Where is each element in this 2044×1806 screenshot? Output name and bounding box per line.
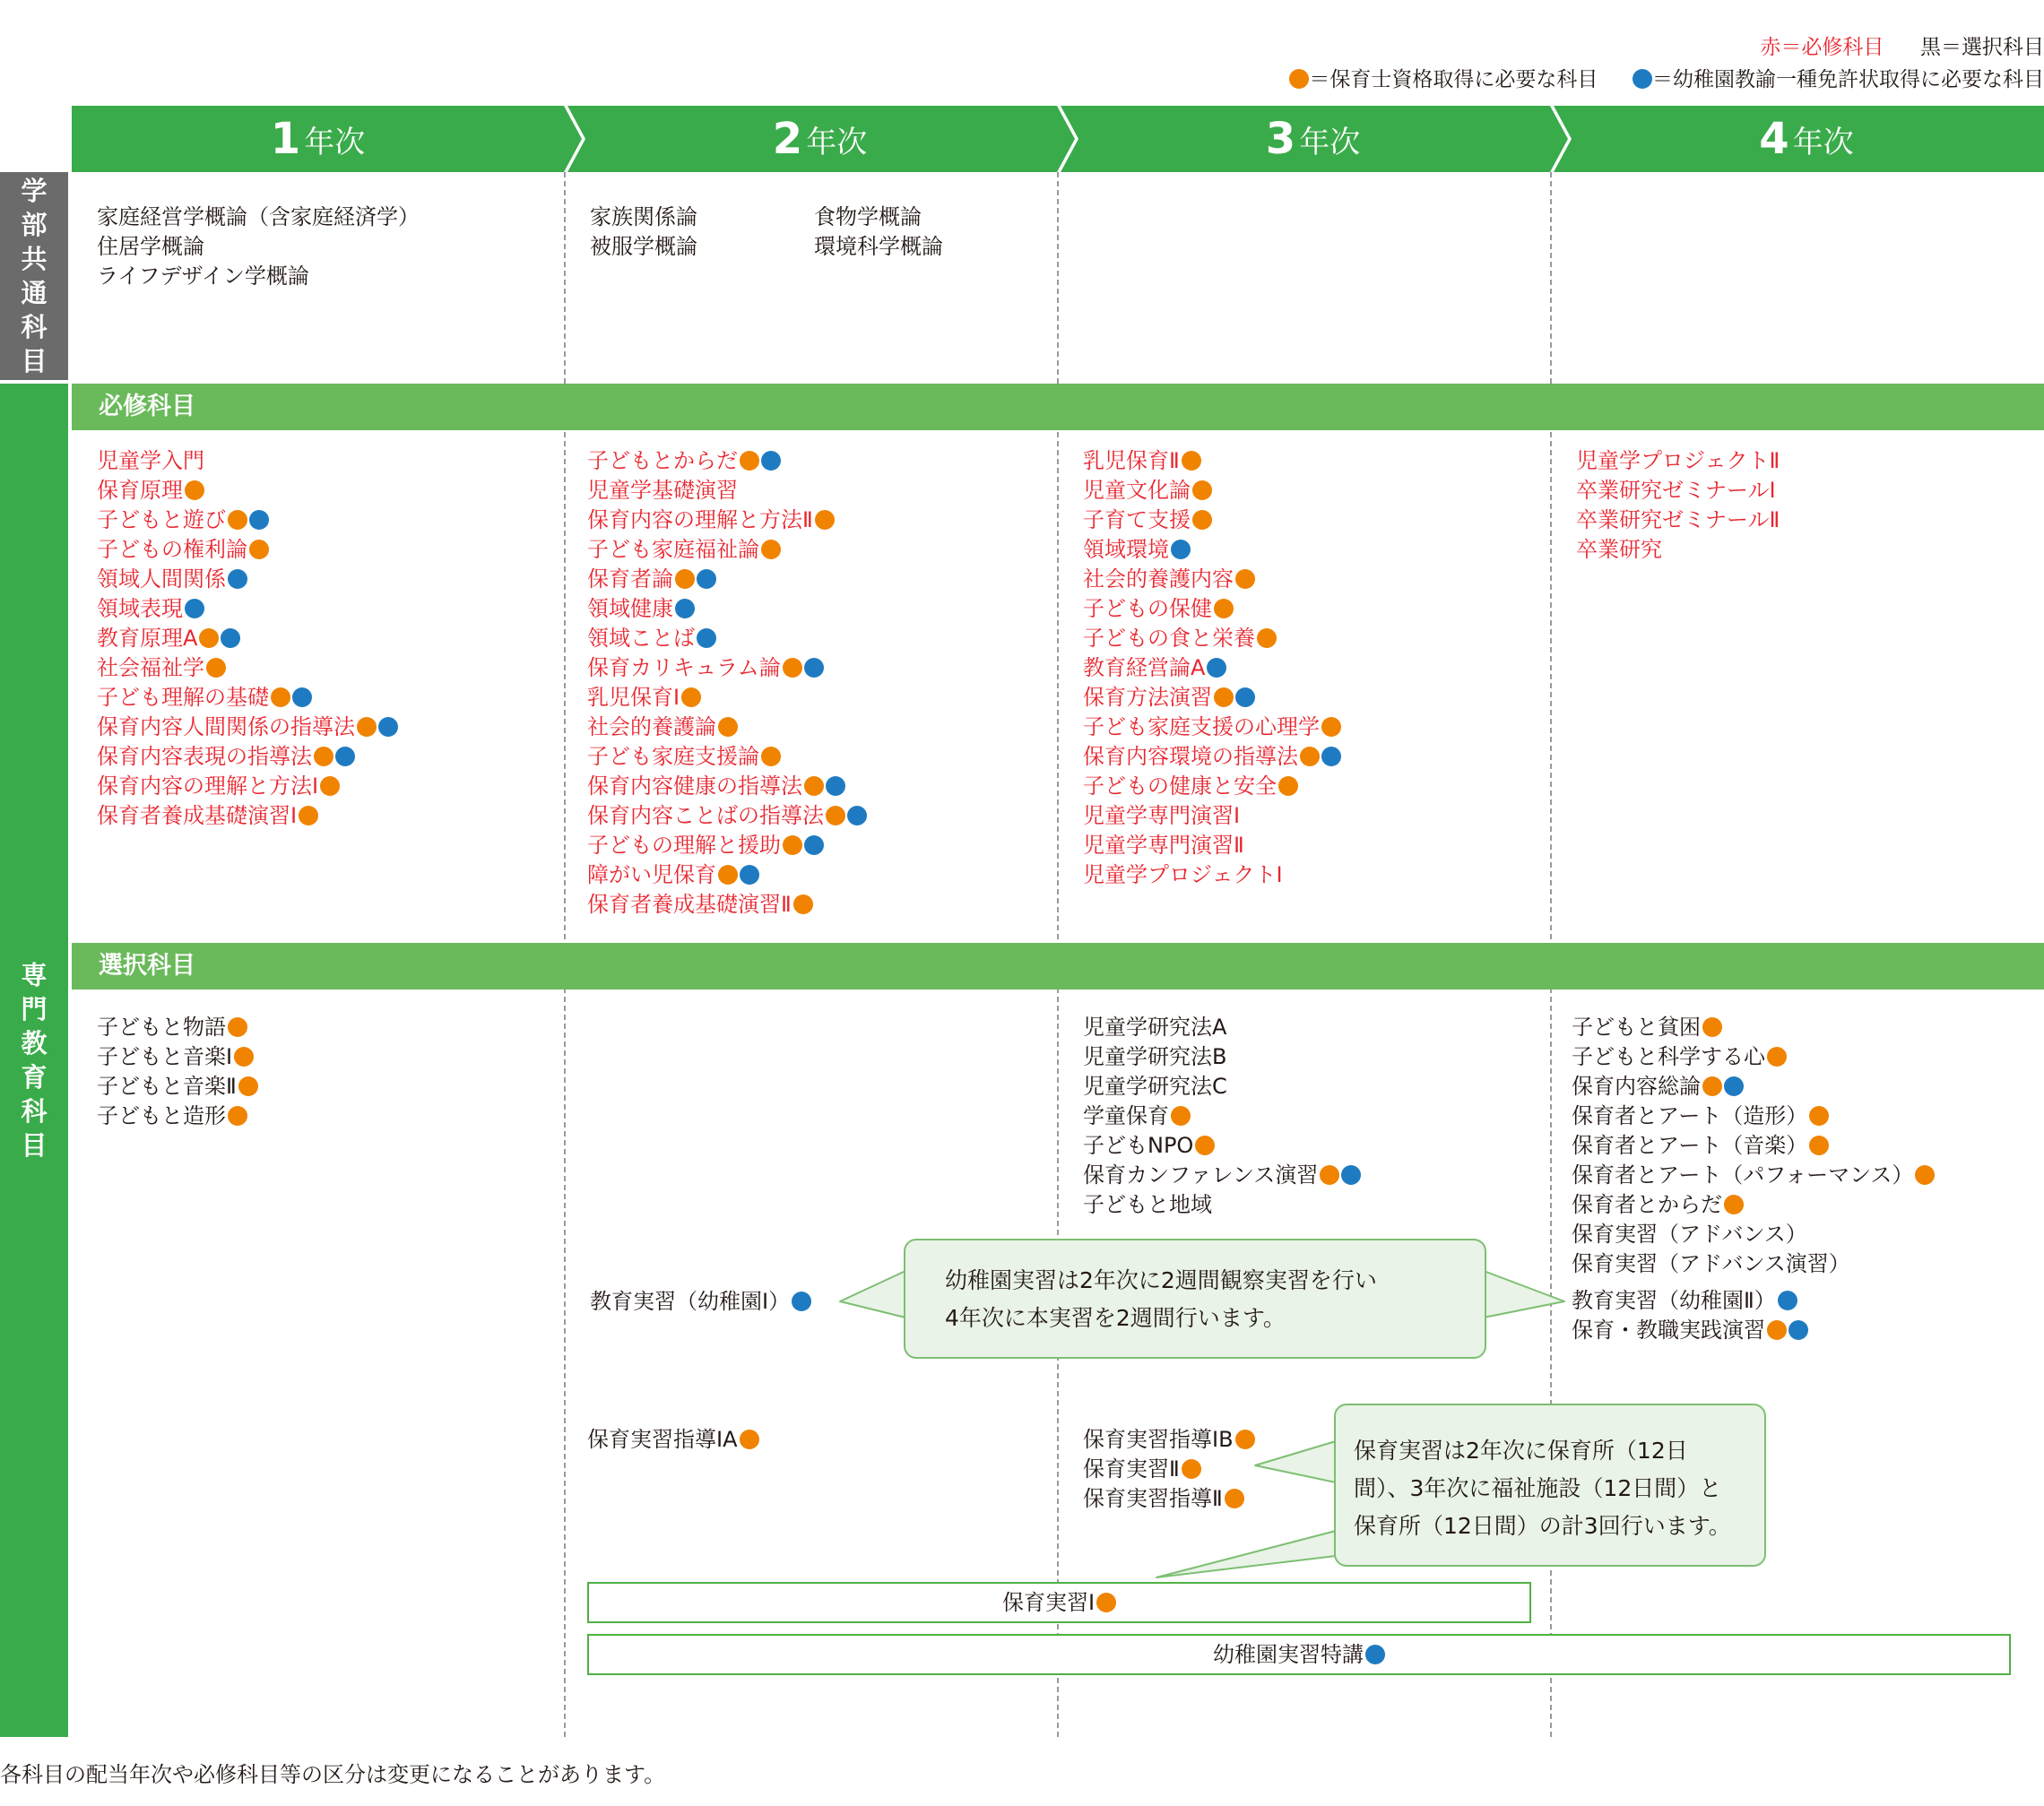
subject-name: 子どもと音楽Ⅰ	[97, 1044, 233, 1069]
orange-dot-icon	[1096, 1593, 1116, 1612]
vertical-label-char: 科	[21, 1096, 48, 1127]
subject-item: 被服学概論	[590, 234, 697, 259]
year-1-header: 1 年次	[270, 114, 366, 164]
subject-name: 領域ことば	[587, 626, 695, 651]
vertical-label-char: 目	[21, 1130, 48, 1161]
subject-name: 障がい児保育	[587, 862, 716, 887]
elective-subjects-bar: 選択科目	[72, 943, 2044, 989]
subject-name: 子ども家庭支援論	[587, 744, 759, 769]
subject-item: 住居学概論	[97, 234, 204, 259]
subject-item: 食物学概論	[814, 204, 922, 229]
kindergarten-practicum-note	[904, 1239, 1486, 1359]
legend-kyoyu: ＝幼稚園教諭一種免許状取得に必要な科目	[1652, 68, 2044, 91]
subject-name: 保育内容の理解と方法Ⅰ	[97, 773, 319, 799]
vertical-label-char: 目	[21, 346, 48, 376]
subject-name: 子どもと貧困	[1572, 1015, 1701, 1040]
kindergarten-practicum-special-bar	[587, 1634, 2011, 1675]
subject-name: 教育実習（幼稚園Ⅱ）	[1572, 1288, 1776, 1313]
subject-name: 子ども家庭福祉論	[587, 537, 759, 562]
subject-name: 保育実習Ⅱ	[1083, 1456, 1180, 1482]
required-subjects-bar: 必修科目	[72, 384, 2044, 430]
subject-name: 乳児保育Ⅰ	[587, 685, 680, 710]
subject-name: 子ども理解の基礎	[97, 685, 269, 710]
subject-name: 保育実習Ⅰ	[1001, 1590, 1096, 1615]
subject-name: 児童学プロジェクトⅡ	[1576, 448, 1780, 473]
subject-name: 子どもとからだ	[587, 448, 738, 473]
subject-name: 保育実習（アドバンス演習）	[1572, 1251, 1850, 1276]
vertical-label-char: 専	[21, 960, 48, 990]
subject-name: 保育原理	[97, 478, 183, 503]
subject-name: 乳児保育Ⅱ	[1083, 448, 1180, 473]
subject-name: 子育て支援	[1083, 507, 1191, 532]
note-line: 間）、3年次に福祉施設（12日間）と	[1354, 1475, 1722, 1501]
subject-name: 卒業研究	[1576, 537, 1662, 562]
subject-name: 児童文化論	[1083, 478, 1191, 503]
year-4-header: 4 年次	[1759, 114, 1854, 164]
subject-name: 児童学専門演習Ⅱ	[1083, 833, 1244, 858]
nursery-practicum-1-bar	[587, 1582, 1531, 1623]
legend-required: 赤＝必修科目	[1760, 36, 1884, 59]
subject-name: 卒業研究ゼミナールⅡ	[1576, 507, 1780, 532]
subject-name: 児童学基礎演習	[587, 478, 738, 503]
year-2-header: 2 年次	[772, 114, 868, 164]
subject-name: 子どもの食と栄養	[1083, 626, 1255, 651]
subject-name: 教育実習（幼稚園Ⅰ）	[590, 1289, 791, 1314]
subject-item: 環境科学概論	[814, 234, 943, 259]
subject-name: 保育内容の理解と方法Ⅱ	[587, 507, 813, 532]
subject-name: 社会的養護論	[587, 714, 716, 739]
note-line: 保育所（12日間）の計3回行います。	[1354, 1513, 1731, 1539]
vertical-label-char: 共	[21, 244, 48, 274]
subject-name: 教育経営論A	[1083, 655, 1206, 680]
subject-name: 保育内容人間関係の指導法	[97, 714, 355, 739]
subject-name: 保育内容健康の指導法	[587, 773, 802, 799]
subject-name: 保育カンファレンス演習	[1083, 1162, 1319, 1188]
subject-name: 児童学研究法B	[1083, 1044, 1227, 1069]
subject-name: 子どもの権利論	[97, 537, 247, 562]
vertical-label-char: 部	[21, 210, 48, 240]
subject-name: 保育者とからだ	[1572, 1192, 1722, 1217]
subject-name: 卒業研究ゼミナールⅠ	[1576, 478, 1776, 503]
vertical-label-char: 教	[21, 1028, 48, 1059]
subject-name: 保育者論	[587, 566, 673, 592]
subject-name: 保育内容総論	[1572, 1074, 1701, 1099]
subject-item: 家庭経営学概論（含家庭経済学）	[97, 204, 420, 229]
subject-name: 学童保育	[1083, 1103, 1169, 1128]
subject-name: 保育実習指導Ⅱ	[1083, 1486, 1223, 1511]
subject-name: 保育実習指導ⅠB	[1083, 1427, 1234, 1452]
subject-name: 児童学研究法A	[1083, 1015, 1227, 1040]
subject-name: 子ども家庭支援の心理学	[1083, 714, 1320, 739]
subject-name: 保育者とアート（音楽）	[1572, 1133, 1808, 1158]
subject-name: 子どもと造形	[97, 1103, 226, 1128]
subject-name: 教育原理A	[97, 626, 198, 651]
vertical-label-char: 門	[21, 994, 48, 1024]
subject-name: 保育実習（アドバンス）	[1572, 1222, 1807, 1247]
vertical-label-char: 通	[21, 278, 48, 308]
subject-name: 保育内容ことばの指導法	[587, 803, 824, 828]
vertical-label-char: 学	[21, 176, 48, 206]
note-line: 保育実習は2年次に保育所（12日	[1354, 1438, 1688, 1464]
subject-name: 保育内容表現の指導法	[97, 744, 312, 769]
subject-name: 子どもと音楽Ⅱ	[97, 1074, 237, 1099]
subject-name: 児童学入門	[97, 448, 204, 473]
subject-name: 子どもの理解と援助	[587, 833, 781, 858]
footnote: 各科目の配当年次や必修科目等の区分は変更になることがあります。	[0, 1762, 666, 1787]
subject-name: 児童学専門演習Ⅰ	[1083, 803, 1241, 828]
subject-name: 保育実習指導ⅠA	[587, 1427, 738, 1452]
legend-hoikushi: ＝保育士資格取得に必要な科目	[1309, 68, 1598, 91]
subject-name: 子どもの保健	[1083, 596, 1212, 621]
subject-name: 領域健康	[587, 596, 673, 621]
subject-name: 保育者養成基礎演習Ⅰ	[97, 803, 298, 828]
note-line: 4年次に本実習を2週間行います。	[945, 1305, 1286, 1331]
subject-name: 子どもNPO	[1083, 1133, 1194, 1158]
year-3-header: 3 年次	[1265, 114, 1361, 164]
nursery-practicum-note	[1334, 1404, 1766, 1567]
subject-name: 社会福祉学	[97, 655, 204, 680]
subject-name: 子どもと科学する心	[1572, 1044, 1765, 1069]
subject-name: 子どもと遊び	[97, 507, 226, 532]
vertical-label-char: 科	[21, 312, 48, 342]
subject-name: 子どもと地域	[1083, 1192, 1212, 1217]
subject-name: 保育・教職実践演習	[1572, 1318, 1765, 1343]
subject-name: 社会的養護内容	[1083, 566, 1234, 592]
subject-name: 領域環境	[1083, 537, 1169, 562]
subject-name: 領域人間関係	[97, 566, 226, 592]
subject-name: 児童学研究法C	[1083, 1074, 1227, 1099]
subject-name: 保育カリキュラム論	[587, 655, 781, 680]
vertical-label-char: 育	[21, 1062, 48, 1093]
subject-name: 保育者とアート（造形）	[1572, 1103, 1808, 1128]
subject-name: 幼稚園実習特講	[1213, 1642, 1364, 1667]
legend-elective: 黒＝選択科目	[1920, 36, 2044, 59]
note-line: 幼稚園実習は2年次に2週間観察実習を行い	[945, 1267, 1377, 1293]
subject-name: 子どもの健康と安全	[1083, 773, 1277, 799]
subject-name: 子どもと物語	[97, 1015, 226, 1040]
subject-name: 保育方法演習	[1083, 685, 1212, 710]
subject-name: 保育内容環境の指導法	[1083, 744, 1298, 769]
subject-item: 家族関係論	[590, 204, 697, 229]
blue-dot-icon	[1365, 1645, 1385, 1664]
subject-name: 保育者養成基礎演習Ⅱ	[587, 892, 792, 917]
subject-name: 領域表現	[97, 596, 183, 621]
subject-item: ライフデザイン学概論	[97, 264, 309, 289]
subject-name: 児童学プロジェクトⅠ	[1083, 862, 1283, 887]
subject-name: 保育者とアート（パフォーマンス）	[1572, 1162, 1914, 1188]
